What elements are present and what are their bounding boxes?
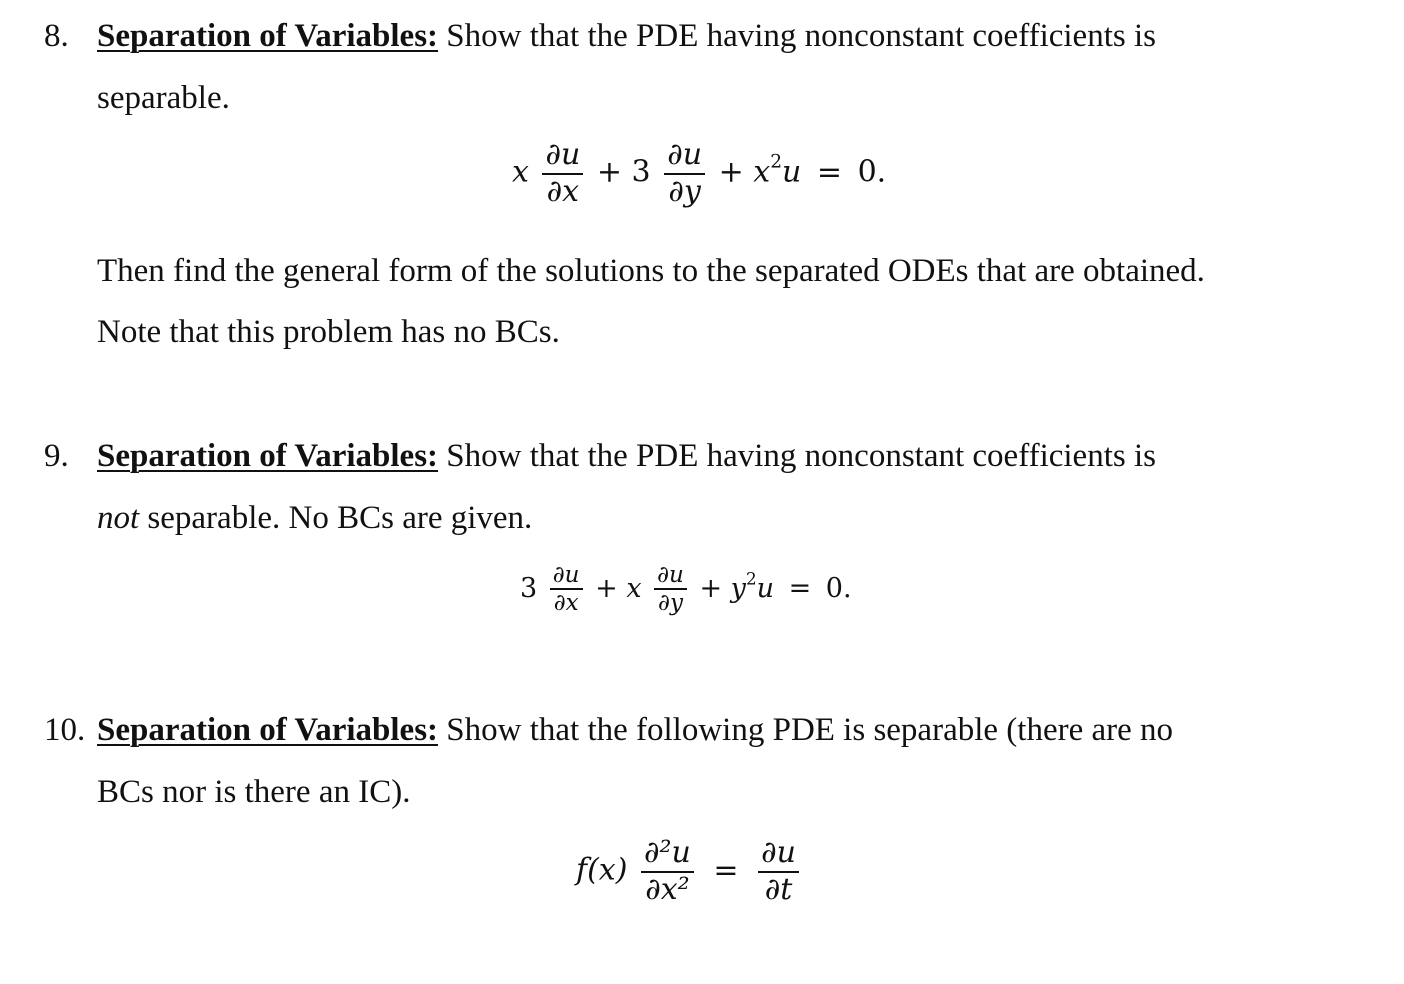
problem-9-not-emphasis: not bbox=[97, 500, 140, 536]
eq9-frac2 bbox=[654, 562, 687, 617]
eq9-term3-var: u bbox=[756, 572, 774, 604]
eq8-frac2-den: ∂y bbox=[668, 173, 701, 209]
eq9-plus1: + bbox=[595, 572, 618, 604]
eq10-frac2-den: ∂t bbox=[764, 871, 793, 907]
eq10-frac2-num: ∂u bbox=[758, 836, 799, 873]
eq9-rhs: 0. bbox=[825, 572, 852, 604]
problem-10-intro-text: Show that the following PDE is separable (there are no bbox=[438, 712, 1174, 748]
eq9-frac1 bbox=[550, 562, 583, 617]
eq8-plus1: + bbox=[596, 154, 622, 190]
eq10-frac2 bbox=[758, 836, 799, 907]
problem-8-intro-line1 bbox=[44, 16, 1156, 56]
eq9-coef2: x bbox=[626, 572, 642, 604]
eq8-frac2 bbox=[664, 138, 705, 209]
problem-10-equation bbox=[576, 836, 803, 907]
eq8-plus2: + bbox=[718, 154, 744, 190]
eq8-frac2-num: ∂u bbox=[664, 138, 705, 175]
problem-9-intro-line1 bbox=[44, 436, 1156, 476]
eq8-equals: = bbox=[816, 154, 843, 190]
problem-8-after-line1: Then find the general form of the solutions to the separated ODEs that are obtained. bbox=[97, 253, 1205, 289]
eq10-lhs-func: f(x) bbox=[576, 852, 628, 888]
eq10-frac1-num: ∂²u bbox=[641, 836, 694, 873]
problem-9-intro-line2-text: separable. No BCs are given. bbox=[139, 500, 533, 536]
eq8-term3-base: x bbox=[753, 154, 771, 190]
eq9-plus2: + bbox=[699, 572, 723, 604]
eq9-equals: = bbox=[788, 572, 812, 604]
problem-8-number: 8. bbox=[44, 18, 69, 54]
problem-8-intro-line2: separable. bbox=[97, 80, 230, 116]
problem-9-intro-text: Show that the PDE having nonconstant coefficients is bbox=[438, 438, 1156, 474]
eq8-coef2: 3 bbox=[631, 154, 651, 190]
problem-10-heading: Separation of Variables: bbox=[97, 712, 439, 748]
eq10-equals: = bbox=[713, 852, 739, 888]
problem-8-after-line2: Note that this problem has no BCs. bbox=[97, 314, 560, 350]
problem-8-heading: Separation of Variables: bbox=[97, 18, 439, 54]
eq8-rhs: 0. bbox=[857, 154, 887, 190]
eq8-frac1-den: ∂x bbox=[546, 173, 580, 209]
eq9-term3-exp: 2 bbox=[745, 568, 757, 589]
problem-8-intro-text: Show that the PDE having nonconstant coefficients is bbox=[438, 18, 1156, 54]
eq8-term3-exp: 2 bbox=[770, 151, 783, 173]
problem-8-equation bbox=[512, 138, 886, 209]
eq8-frac1 bbox=[542, 138, 583, 209]
problem-10-intro-line1 bbox=[44, 710, 1174, 750]
eq8-term3-var: u bbox=[782, 154, 802, 190]
problem-10-number: 10. bbox=[44, 712, 86, 748]
eq9-term3-base: y bbox=[730, 572, 746, 604]
eq10-frac1-den: ∂x² bbox=[645, 871, 690, 907]
eq8-coef1: x bbox=[512, 154, 529, 190]
eq8-frac1-num: ∂u bbox=[542, 138, 583, 175]
problem-9-heading: Separation of Variables: bbox=[97, 438, 439, 474]
eq9-coef1: 3 bbox=[520, 572, 538, 604]
eq10-frac1 bbox=[641, 836, 694, 907]
eq9-frac1-num: ∂u bbox=[550, 562, 583, 590]
eq9-frac2-num: ∂u bbox=[654, 562, 687, 590]
problem-10-intro-line2: BCs nor is there an IC). bbox=[97, 774, 411, 810]
problem-9-intro-line2 bbox=[97, 498, 532, 538]
eq9-frac1-den: ∂x bbox=[553, 590, 579, 617]
problem-9-equation bbox=[520, 562, 852, 617]
eq9-frac2-den: ∂y bbox=[658, 590, 683, 617]
problem-9-number: 9. bbox=[44, 438, 69, 474]
